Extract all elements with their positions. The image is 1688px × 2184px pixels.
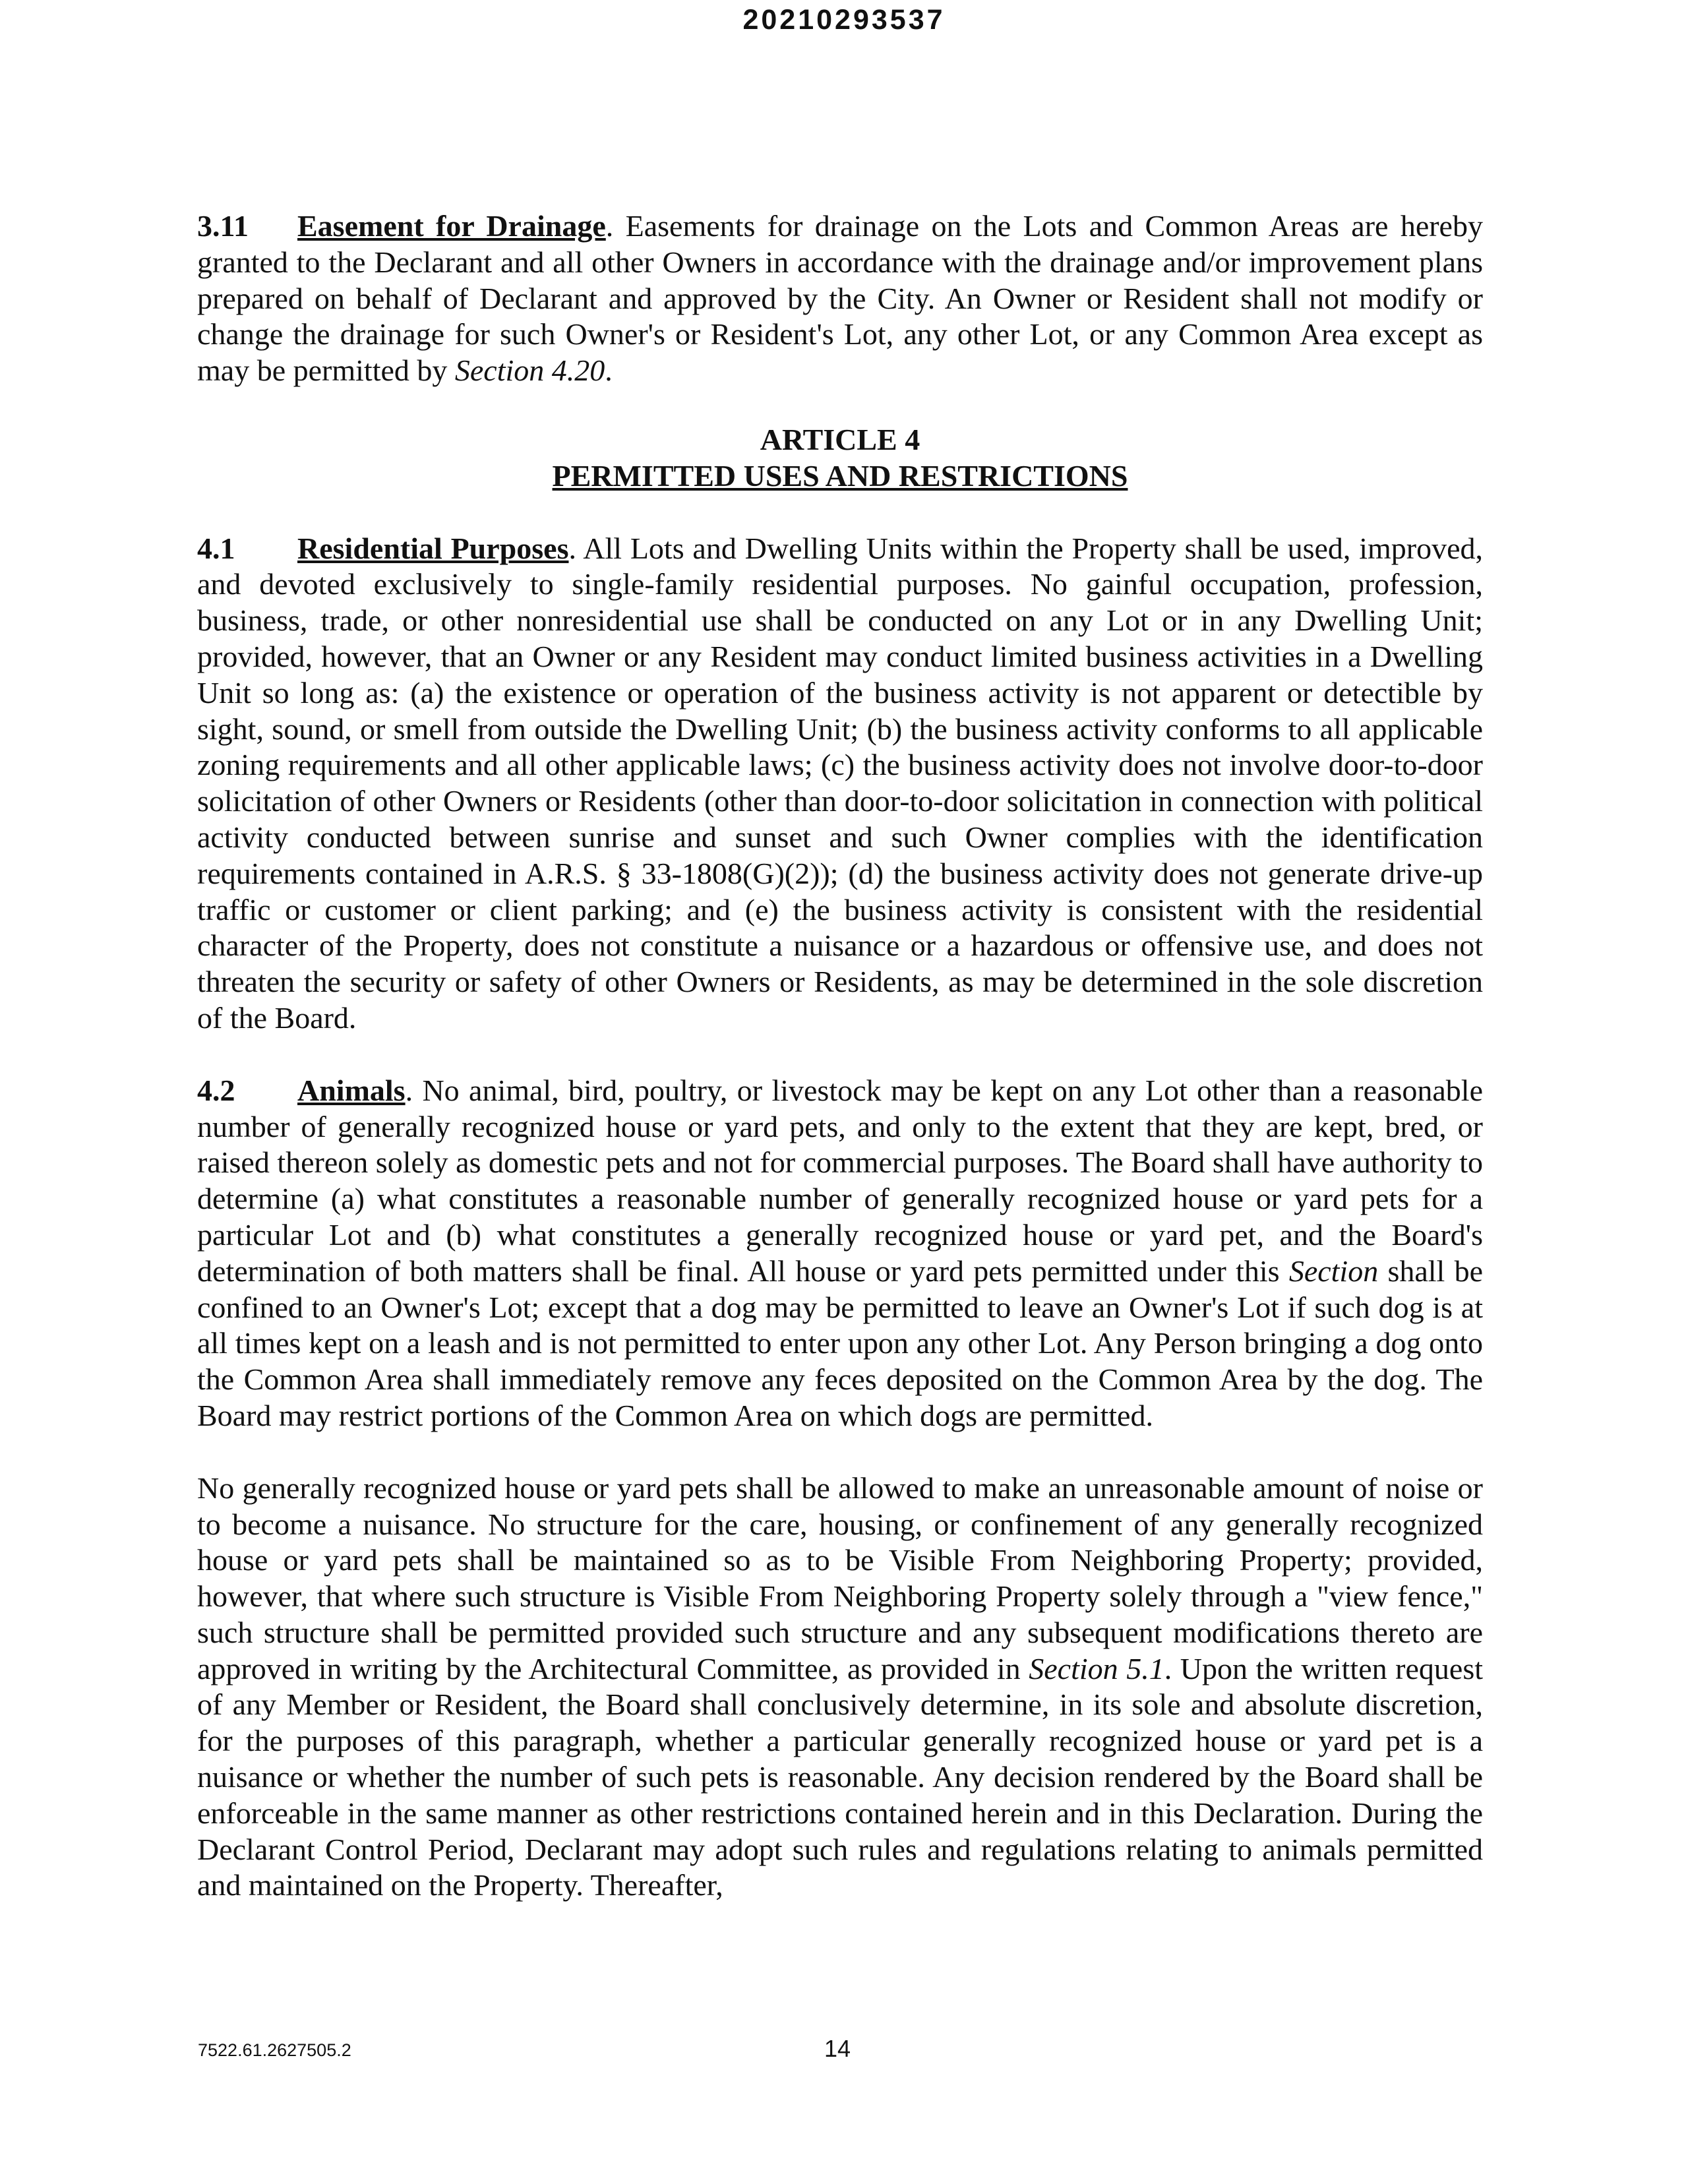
section-title: Animals	[297, 1073, 406, 1107]
section-text: . All Lots and Dwelling Units within the Property shall be used, improved, and devoted exclusively to single-family residential purposes. No gainful occupation, profession, business, trade, or other nonresidential use shall be conducted on any Lot or in any Dwelling Unit; provided, however, that an Owner or any Resident may conduct limited business activities in a Dwelling Unit so long as: (a) the existence or operation of the business activity is not apparent or detectible by sight, sound, or smell from outside the Dwelling Unit; (b) the business activity conforms to all applicable zoning requirements and all other applicable laws; (c) the business activity does not involve door-to-door solicitation of other Owners or Residents (other than door-to-door solicitation in connection with political activity conducted between sunrise and sunset and such Owner complies with the identification requirements contained in A.R.S. § 33-1808(G)(2)); (d) the business activity does not generate drive-up traffic or customer or client parking; and (e) the business activity is consistent with the residential character of the Property, does not constitute a nuisance or a hazardous or offensive use, and does not threaten the security or safety of other Owners or Residents, as may be determined in the sole discretion of the Board.	[197, 531, 1483, 1035]
article-title: PERMITTED USES AND RESTRICTIONS	[552, 458, 1128, 493]
footer-document-id: 7522.61.2627505.2	[198, 2040, 351, 2060]
section-3-11: 3.11 Easement for Drainage. Easements for drainage on the Lots and Common Areas are hereby granted to the Declarant and all other Owners in accordance with the drainage and/or improvement plans prepared on behalf of Declarant and approved by the City. An Owner or Resident shall not modify or change the drainage for such Owner's or Resident's Lot, any other Lot, or any Common Area except as may be permitted by Section 4.20.	[197, 209, 1483, 388]
section-reference: Section 5.1	[1029, 1651, 1164, 1685]
section-reference: Section 4.20	[454, 353, 605, 388]
article-label: ARTICLE 4	[760, 422, 920, 456]
section-number: 3.11	[197, 209, 249, 243]
section-title: Residential Purposes	[297, 531, 569, 565]
section-text: . No animal, bird, poultry, or livestock may be kept on any Lot other than a reasonable number of generally recognized house or yard pets, and only to the extent that they are kept, bred, or raised thereon solely as domestic pets and not for commercial purposes. The Board shall have authority to determine (a) what constitutes a reasonable number of generally recognized house or yard pets for a particular Lot and (b) what constitutes a generally recognized house or yard pet, and the Board's determination of both matters shall be final. All house or yard pets permitted under this	[197, 1073, 1483, 1288]
paragraph-text: No generally recognized house or yard pets shall be allowed to make an unreasonable amount of noise or to become a nuisance. No structure for the care, housing, or confinement of any generally recognized house or yard pets shall be maintained so as to be Visible From Neighboring Property; provided, however, that where such structure is Visible From Neighboring Property solely through a "view fence," such structure shall be permitted provided such structure and any subsequent modifications thereto are approved in writing by the Architectural Committee, as provided in	[197, 1471, 1483, 1685]
section-reference: Section	[1288, 1254, 1379, 1288]
page-number: 14	[824, 2035, 851, 2062]
section-number: 4.1	[197, 531, 235, 565]
paragraph-pets: No generally recognized house or yard pets shall be allowed to make an unreasonable amount of noise or to become a nuisance. No structure for the care, housing, or confinement of any generally recognized house or yard pets shall be maintained so as to be Visible From Neighboring Property; provided, however, that where such structure is Visible From Neighboring Property solely through a "view fence," such structure shall be permitted provided such structure and any subsequent modifications thereto are approved in writing by the Architectural Committee, as provided in Section 5.1. Upon the written request of any Member or Resident, the Board shall conclusively determine, in its sole and absolute discretion, for the purposes of this paragraph, whether a particular generally recognized house or yard pet is a nuisance or whether the number of such pets is reasonable. Any decision rendered by the Board shall be enforceable in the same manner as other restrictions contained herein and in this Declaration. During the Declarant Control Period, Declarant may adopt such rules and regulations relating to animals permitted and maintained on the Property. Thereafter,	[197, 1471, 1484, 1902]
section-text: . Easements for drainage on the Lots and Common Areas are hereby granted to the Declarant and all other Owners in accordance with the drainage and/or improvement plans prepared on behalf of Declarant and approved by the City. An Owner or Resident shall not modify or change the drainage for such Owner's or Resident's Lot, any other Lot, or any Common Area except as may be permitted by	[197, 209, 1483, 388]
document-body	[197, 208, 1483, 1904]
section-title: Easement for Drainage	[297, 209, 606, 243]
document-number: 20210293537	[742, 4, 946, 36]
section-number: 4.2	[197, 1073, 235, 1107]
section-4-2: 4.2 Animals. No animal, bird, poultry, or livestock may be kept on any Lot other than a reasonable number of generally recognized house or yard pets, and only to the extent that they are kept, bred, or raised thereon solely as domestic pets and not for commercial purposes. The Board shall have authority to determine (a) what constitutes a reasonable number of generally recognized house or yard pets for a particular Lot and (b) what constitutes a generally recognized house or yard pet, and the Board's determination of both matters shall be final. All house or yard pets permitted under this Section shall be confined to an Owner's Lot; except that a dog may be permitted to leave an Owner's Lot if such dog is at all times kept on a leash and is not permitted to enter upon any other Lot. Any Person bringing a dog onto the Common Area shall immediately remove any feces deposited on the Common Area by the dog. The Board may restrict portions of the Common Area on which dogs are permitted.	[197, 1073, 1483, 1432]
section-4-1	[197, 531, 1483, 1037]
